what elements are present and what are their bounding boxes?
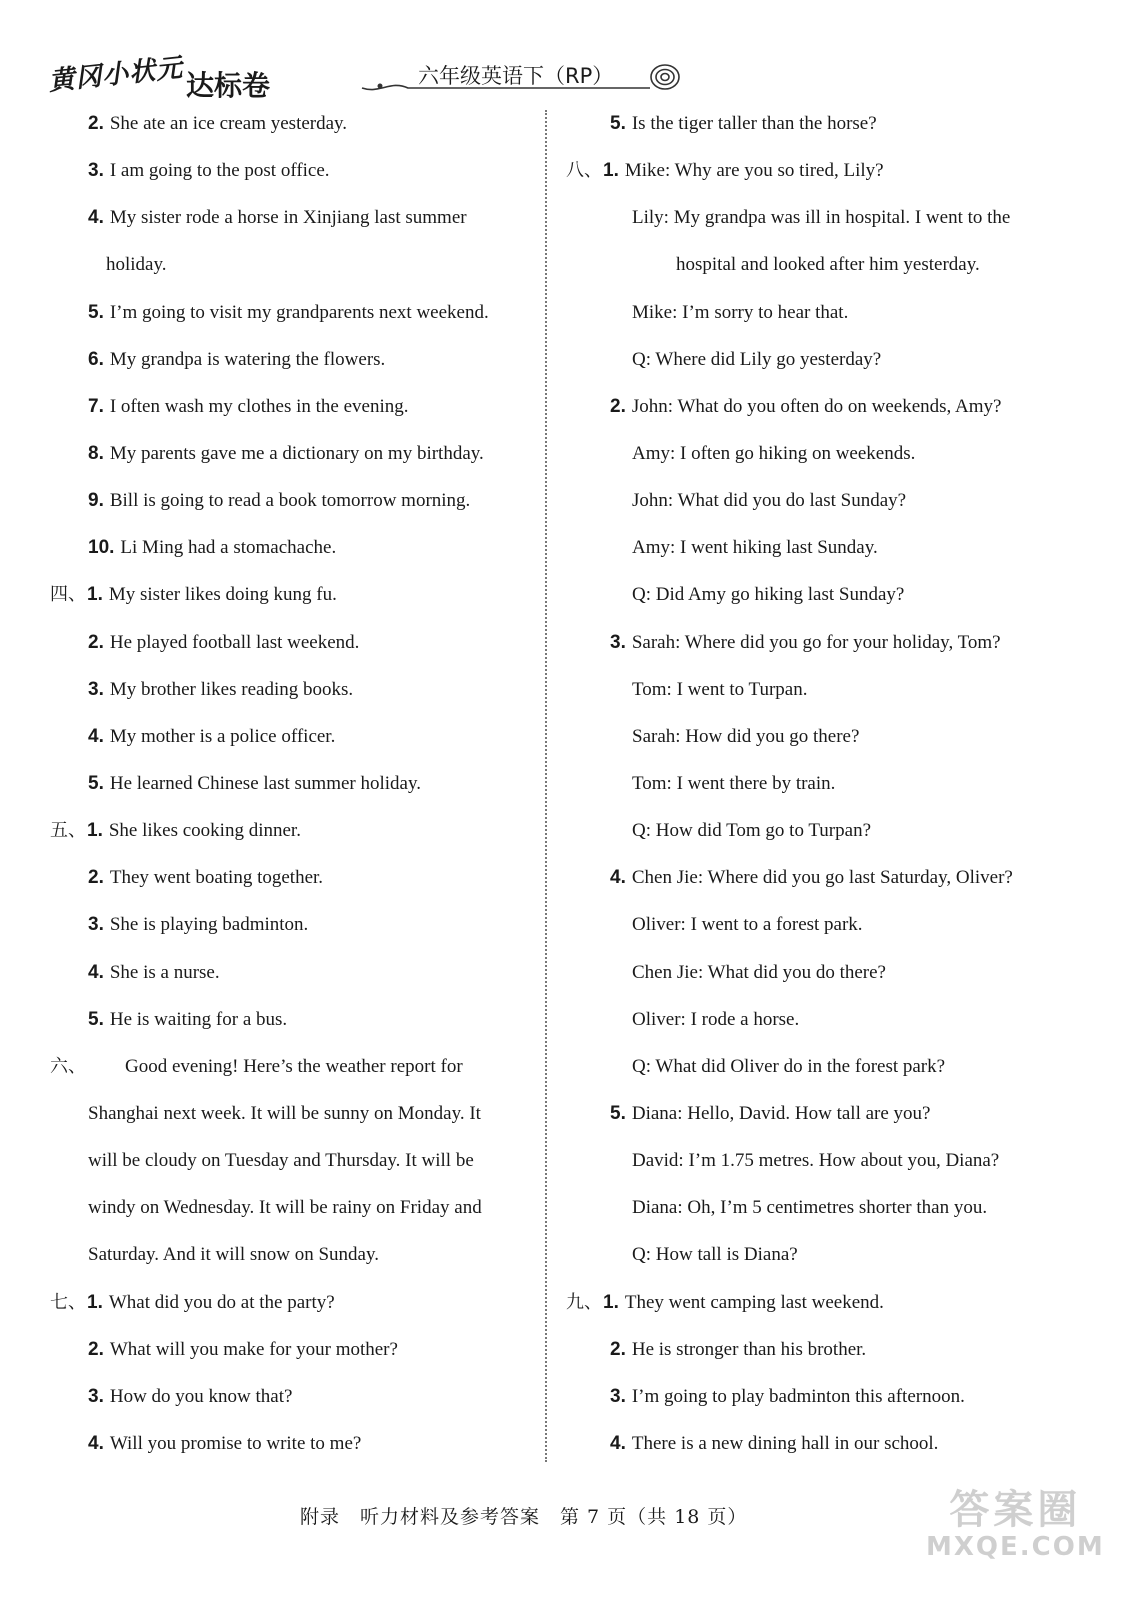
line-text: Q: Did Amy go hiking last Sunday?: [632, 584, 905, 606]
line-text: Shanghai next week. It will be sunny on Monday. It: [88, 1102, 481, 1124]
line-text: Bill is going to read a book tomorrow morning.: [109, 490, 471, 512]
text-line: [50, 442, 530, 489]
line-text: I’m going to visit my grandparents next weekend.: [109, 301, 489, 323]
item-number: 3.: [88, 914, 104, 936]
text-line: [566, 348, 1056, 395]
line-text: Oliver: I went to a forest park.: [632, 914, 863, 936]
text-line: [50, 395, 530, 442]
line-text: I am going to the post office.: [109, 160, 330, 182]
item-number: 4.: [88, 725, 104, 747]
item-number: 2.: [88, 867, 104, 889]
text-line: [50, 819, 530, 866]
line-text: He is stronger than his brother.: [631, 1338, 867, 1360]
section-marker: 九、: [566, 1291, 602, 1313]
item-number: 5.: [88, 772, 104, 794]
line-text: Amy: I often go hiking on weekends.: [632, 442, 916, 464]
section-marker: 六、: [50, 1055, 86, 1077]
item-number: 7.: [88, 395, 104, 417]
text-line: [50, 206, 530, 253]
item-number: 2.: [610, 395, 626, 417]
line-text: My sister rode a horse in Xinjiang last summer: [109, 207, 467, 229]
text-line: [566, 866, 1056, 913]
text-line: [566, 159, 1056, 206]
line-text: John: What did you do last Sunday?: [632, 490, 907, 512]
item-number: 3.: [610, 1385, 626, 1407]
text-line: [566, 1385, 1056, 1432]
watermark-top: 答案圈: [949, 1487, 1082, 1533]
text-line: [566, 1196, 1056, 1243]
line-text: He is waiting for a bus.: [109, 1008, 288, 1030]
item-number: 1.: [87, 820, 103, 842]
line-text: My sister likes doing kung fu.: [108, 584, 337, 606]
text-line: [566, 489, 1056, 536]
item-number: 3.: [88, 678, 104, 700]
line-text: My grandpa is watering the flowers.: [109, 348, 386, 370]
line-text: She is a nurse.: [109, 961, 220, 983]
item-number: 8.: [88, 442, 104, 464]
line-text: He played football last weekend.: [109, 631, 360, 653]
text-line: [566, 536, 1056, 583]
text-line: [50, 1385, 530, 1432]
line-text: Chen Jie: What did you do there?: [632, 961, 886, 983]
line-text: Diana: Oh, I’m 5 centimetres shorter than you.: [632, 1197, 988, 1219]
line-text: Diana: Hello, David. How tall are you?: [631, 1102, 931, 1124]
item-number: 5.: [88, 1008, 104, 1030]
right-column: [566, 112, 1056, 1479]
item-number: 2.: [88, 113, 104, 134]
brand-title: 达标卷: [186, 69, 271, 102]
text-line: [50, 913, 530, 960]
item-number: 2.: [88, 631, 104, 653]
line-text: Lily: My grandpa was ill in hospital. I went to the: [632, 207, 1011, 229]
text-line: [50, 489, 530, 536]
text-line: [566, 631, 1056, 678]
text-line: [566, 819, 1056, 866]
line-text: Saturday. And it will snow on Sunday.: [88, 1244, 379, 1266]
line-text: They went boating together.: [109, 867, 324, 889]
item-number: 3.: [88, 160, 104, 182]
line-text: He learned Chinese last summer holiday.: [109, 772, 421, 794]
line-text: My brother likes reading books.: [109, 678, 354, 700]
line-text: What will you make for your mother?: [109, 1338, 398, 1360]
line-text: Chen Jie: Where did you go last Saturday, Oliver?: [631, 867, 1013, 889]
line-text: Mike: Why are you so tired, Lily?: [624, 160, 884, 182]
section-marker: 八、: [566, 160, 602, 182]
item-number: 1.: [603, 1291, 619, 1313]
grade-title: 六年级英语下（RP）: [418, 64, 614, 88]
line-text: John: What do you often do on weekends, Amy?: [631, 395, 1002, 417]
line-text: My parents gave me a dictionary on my birthday.: [109, 442, 484, 464]
text-line: [566, 206, 1056, 253]
text-line: [566, 395, 1056, 442]
text-line: [566, 913, 1056, 960]
text-line: [50, 1055, 530, 1102]
text-line: [50, 961, 530, 1008]
text-line: [50, 253, 530, 300]
text-line: [566, 442, 1056, 489]
line-text: holiday.: [106, 254, 167, 276]
text-line: [50, 583, 530, 630]
text-line: [50, 112, 530, 159]
line-text: Oliver: I rode a horse.: [632, 1008, 800, 1030]
text-line: [566, 1243, 1056, 1290]
text-line: [50, 1196, 530, 1243]
text-line: [566, 1008, 1056, 1055]
page-header: [0, 0, 1132, 112]
text-line: [566, 112, 1056, 159]
line-text: Amy: I went hiking last Sunday.: [632, 537, 878, 559]
text-line: [50, 536, 530, 583]
item-number: 4.: [610, 1432, 626, 1454]
text-line: [50, 1291, 530, 1338]
item-number: 1.: [87, 1291, 103, 1313]
line-text: Q: How did Tom go to Turpan?: [632, 820, 872, 842]
text-line: [566, 1432, 1056, 1479]
line-text: She ate an ice cream yesterday.: [109, 113, 348, 134]
line-text: She likes cooking dinner.: [108, 820, 301, 842]
section-marker: 五、: [50, 820, 86, 842]
line-text: Good evening! Here’s the weather report for: [125, 1055, 463, 1077]
line-text: Sarah: How did you go there?: [632, 725, 860, 747]
text-line: [50, 725, 530, 772]
text-line: [566, 678, 1056, 725]
item-number: 4.: [88, 207, 104, 229]
text-line: [50, 348, 530, 395]
text-line: [566, 301, 1056, 348]
line-text: I often wash my clothes in the evening.: [109, 395, 409, 417]
line-text: Q: Where did Lily go yesterday?: [632, 348, 882, 370]
line-text: My mother is a police officer.: [109, 725, 336, 747]
watermark-logo: [926, 1487, 1105, 1562]
line-text: hospital and looked after him yesterday.: [676, 254, 980, 276]
item-number: 1.: [87, 584, 103, 606]
text-line: [50, 631, 530, 678]
text-line: [566, 1102, 1056, 1149]
text-line: [566, 1338, 1056, 1385]
column-divider: [545, 110, 547, 1462]
line-text: I’m going to play badminton this afternoon.: [631, 1385, 965, 1407]
item-number: 10.: [88, 537, 115, 559]
item-number: 3.: [88, 1385, 104, 1407]
swirl-icon: [648, 62, 682, 92]
line-text: Is the tiger taller than the horse?: [631, 113, 877, 134]
line-text: Q: What did Oliver do in the forest park?: [632, 1055, 946, 1077]
item-number: 1.: [603, 160, 619, 182]
text-line: [50, 1243, 530, 1290]
text-line: [50, 678, 530, 725]
line-text: will be cloudy on Tuesday and Thursday. It will be: [88, 1150, 474, 1172]
item-number: 4.: [88, 961, 104, 983]
text-line: [566, 1149, 1056, 1196]
line-text: She is playing badminton.: [109, 914, 309, 936]
item-number: 5.: [88, 301, 104, 323]
item-number: 5.: [610, 113, 626, 134]
item-number: 5.: [610, 1102, 626, 1124]
line-text: How do you know that?: [109, 1385, 293, 1407]
line-text: Mike: I’m sorry to hear that.: [632, 301, 849, 323]
item-number: 4.: [88, 1432, 104, 1454]
text-line: [50, 1432, 530, 1479]
left-column: [50, 112, 530, 1479]
line-text: Tom: I went to Turpan.: [632, 678, 808, 700]
item-number: 9.: [88, 490, 104, 512]
line-text: Sarah: Where did you go for your holiday, Tom?: [631, 631, 1001, 653]
item-number: 3.: [610, 631, 626, 653]
text-line: [50, 159, 530, 206]
line-text: They went camping last weekend.: [624, 1291, 884, 1313]
line-text: Tom: I went there by train.: [632, 772, 836, 794]
text-line: [50, 772, 530, 819]
line-text: windy on Wednesday. It will be rainy on Friday and: [88, 1197, 482, 1219]
watermark-bottom: MXQE.COM: [926, 1532, 1105, 1562]
text-line: [566, 961, 1056, 1008]
item-number: 2.: [610, 1338, 626, 1360]
line-text: David: I’m 1.75 metres. How about you, Diana?: [632, 1150, 1000, 1172]
line-text: Q: How tall is Diana?: [632, 1244, 798, 1266]
text-line: [566, 253, 1056, 300]
item-number: 2.: [88, 1338, 104, 1360]
text-line: [566, 1055, 1056, 1102]
page-footer: 附录 听力材料及参考答案 第 7 页（共 18 页）: [300, 1506, 748, 1528]
text-line: [566, 1291, 1056, 1338]
text-line: [50, 866, 530, 913]
section-marker: 四、: [50, 584, 86, 606]
text-line: [566, 772, 1056, 819]
line-text: There is a new dining hall in our school.: [631, 1432, 939, 1454]
text-line: [50, 1149, 530, 1196]
text-line: [566, 725, 1056, 772]
line-text: Will you promise to write to me?: [109, 1432, 362, 1454]
item-number: 6.: [88, 348, 104, 370]
brand-logo: 黄冈小状元: [47, 53, 185, 97]
section-marker: 七、: [50, 1291, 86, 1313]
item-number: 4.: [610, 867, 626, 889]
line-text: Li Ming had a stomachache.: [120, 537, 337, 559]
text-line: [566, 583, 1056, 630]
text-line: [50, 1102, 530, 1149]
text-line: [50, 301, 530, 348]
text-line: [50, 1008, 530, 1055]
line-text: What did you do at the party?: [108, 1291, 335, 1313]
text-line: [50, 1338, 530, 1385]
